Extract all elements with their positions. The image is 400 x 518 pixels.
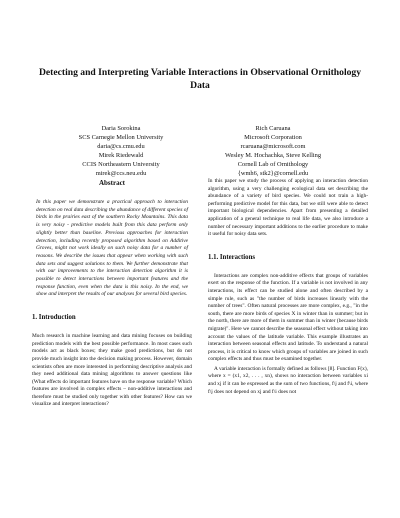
abstract-heading: Abstract <box>98 179 126 187</box>
author-name: Daria Sorokina <box>101 125 141 132</box>
intro-continued-paragraph: In this paper we study the process of applying an interaction detection algorithm, using a very challenging ecological data set describing the abundance of a variety of bird species. We could not train a high-performing predictive model for this data, but we still were able to detect important biological dependencies. Apart from presenting a detailed application of a general technique to real life data, we also introduce a number of necessary important additions to the earlier procedure to make it useful for noisy data sets. <box>208 178 368 238</box>
introduction-paragraph: Much research in machine learning and data mining focuses on building prediction models with the best possible performance. In most cases such models act as black boxes; they make good predictions, but do not provide much insight into the decision making process. However, domain scientists often are more interested in performing descriptive analysis and they need additional data mining algorithms to answer questions like (What effects do important features have on the response variable? Which features are involved in complex effects – non-additive interactions and therefore must be studied only together with other features? How can we visualize and interpret interactions? <box>32 333 192 408</box>
author-affiliation: CCIS Northeastern University <box>82 161 160 168</box>
subsection-heading: 1.1. Interactions <box>208 253 256 261</box>
interactions-paragraph-2: A variable interaction is formally defined as follows [8]. Function F(x), where x = (x1, x2, . . . , xn), shows no interaction between variables xi and xj if it can be expressed as the sum of two functions, f\j and f\i, where f\j does not depend on xj and f\i does not <box>208 365 368 395</box>
introduction-heading: 1. Introduction <box>32 314 76 322</box>
right-column <box>208 178 368 396</box>
author-email: {wmh6, stk2}@cornell.edu <box>237 170 309 177</box>
author-block-1 <box>46 124 196 151</box>
author-block-3 <box>46 151 196 178</box>
author-name: Wesley M. Hochachka, Steve Kelling <box>224 152 322 159</box>
author-affiliation: Cornell Lab of Ornithology <box>237 161 309 168</box>
author-affiliation: SCS Carnegie Mellon University <box>78 134 164 141</box>
abstract-text: In this paper we demonstrate a practical approach to interaction detection on real data describing the abundance of different species of birds in the prairies east of the southern Rocky Mountains. This data is very noisy - predictive models built from this data perform only slightly better than baseline. Previous approaches for interaction detection, including recently proposed algorithm based on Additive Groves, might not work ideally on such noisy data for a number of reasons. We describe the issues that appear when working with such data sets and suggest solutions to them. We further demonstrate that with our improvements to the interaction detection algorithm it is possible to detect interactions between important features and the response function, even when the data is this noisy. In the end, we show and interpret the results of our analyses for several bird species. <box>36 199 188 298</box>
author-email: rcaruana@microsoft.com <box>240 143 306 150</box>
paper-title: Detecting and Interpreting Variable Interactions in Observational Ornithology Data <box>38 67 361 91</box>
author-block-4 <box>198 151 348 178</box>
author-email: daria@cs.cmu.edu <box>97 143 145 150</box>
left-column <box>32 178 192 409</box>
author-name: Mirek Riedewald <box>98 152 144 159</box>
author-block-2 <box>198 124 348 151</box>
author-email: mirek@ccs.neu.edu <box>95 170 147 177</box>
author-affiliation: Microsoft Corporation <box>244 134 302 141</box>
interactions-paragraph-1: Interactions are complex non-additive effects that groups of variables exert on the response of the function. If a variable is not involved in any interactions, its effect can be studied alone and often described by a simple rule, such as "the number of birds increases linearly with the number of trees". Often natural processes are more complex, e.g., "in the south, there are more birds of species X in winter than in summer; but in the north, there are more of them in summer than in winter (because birds migrate)". Here we cannot describe the seasonal effect without taking into account the values of the latitude variable. This example illustrates an interaction between seasonal effects and latitude. To understand a natural process, it is critical to know which groups of variables are joined in such complex effects and thus must be examined together. <box>208 272 368 363</box>
author-name: Rich Caruana <box>255 125 291 132</box>
